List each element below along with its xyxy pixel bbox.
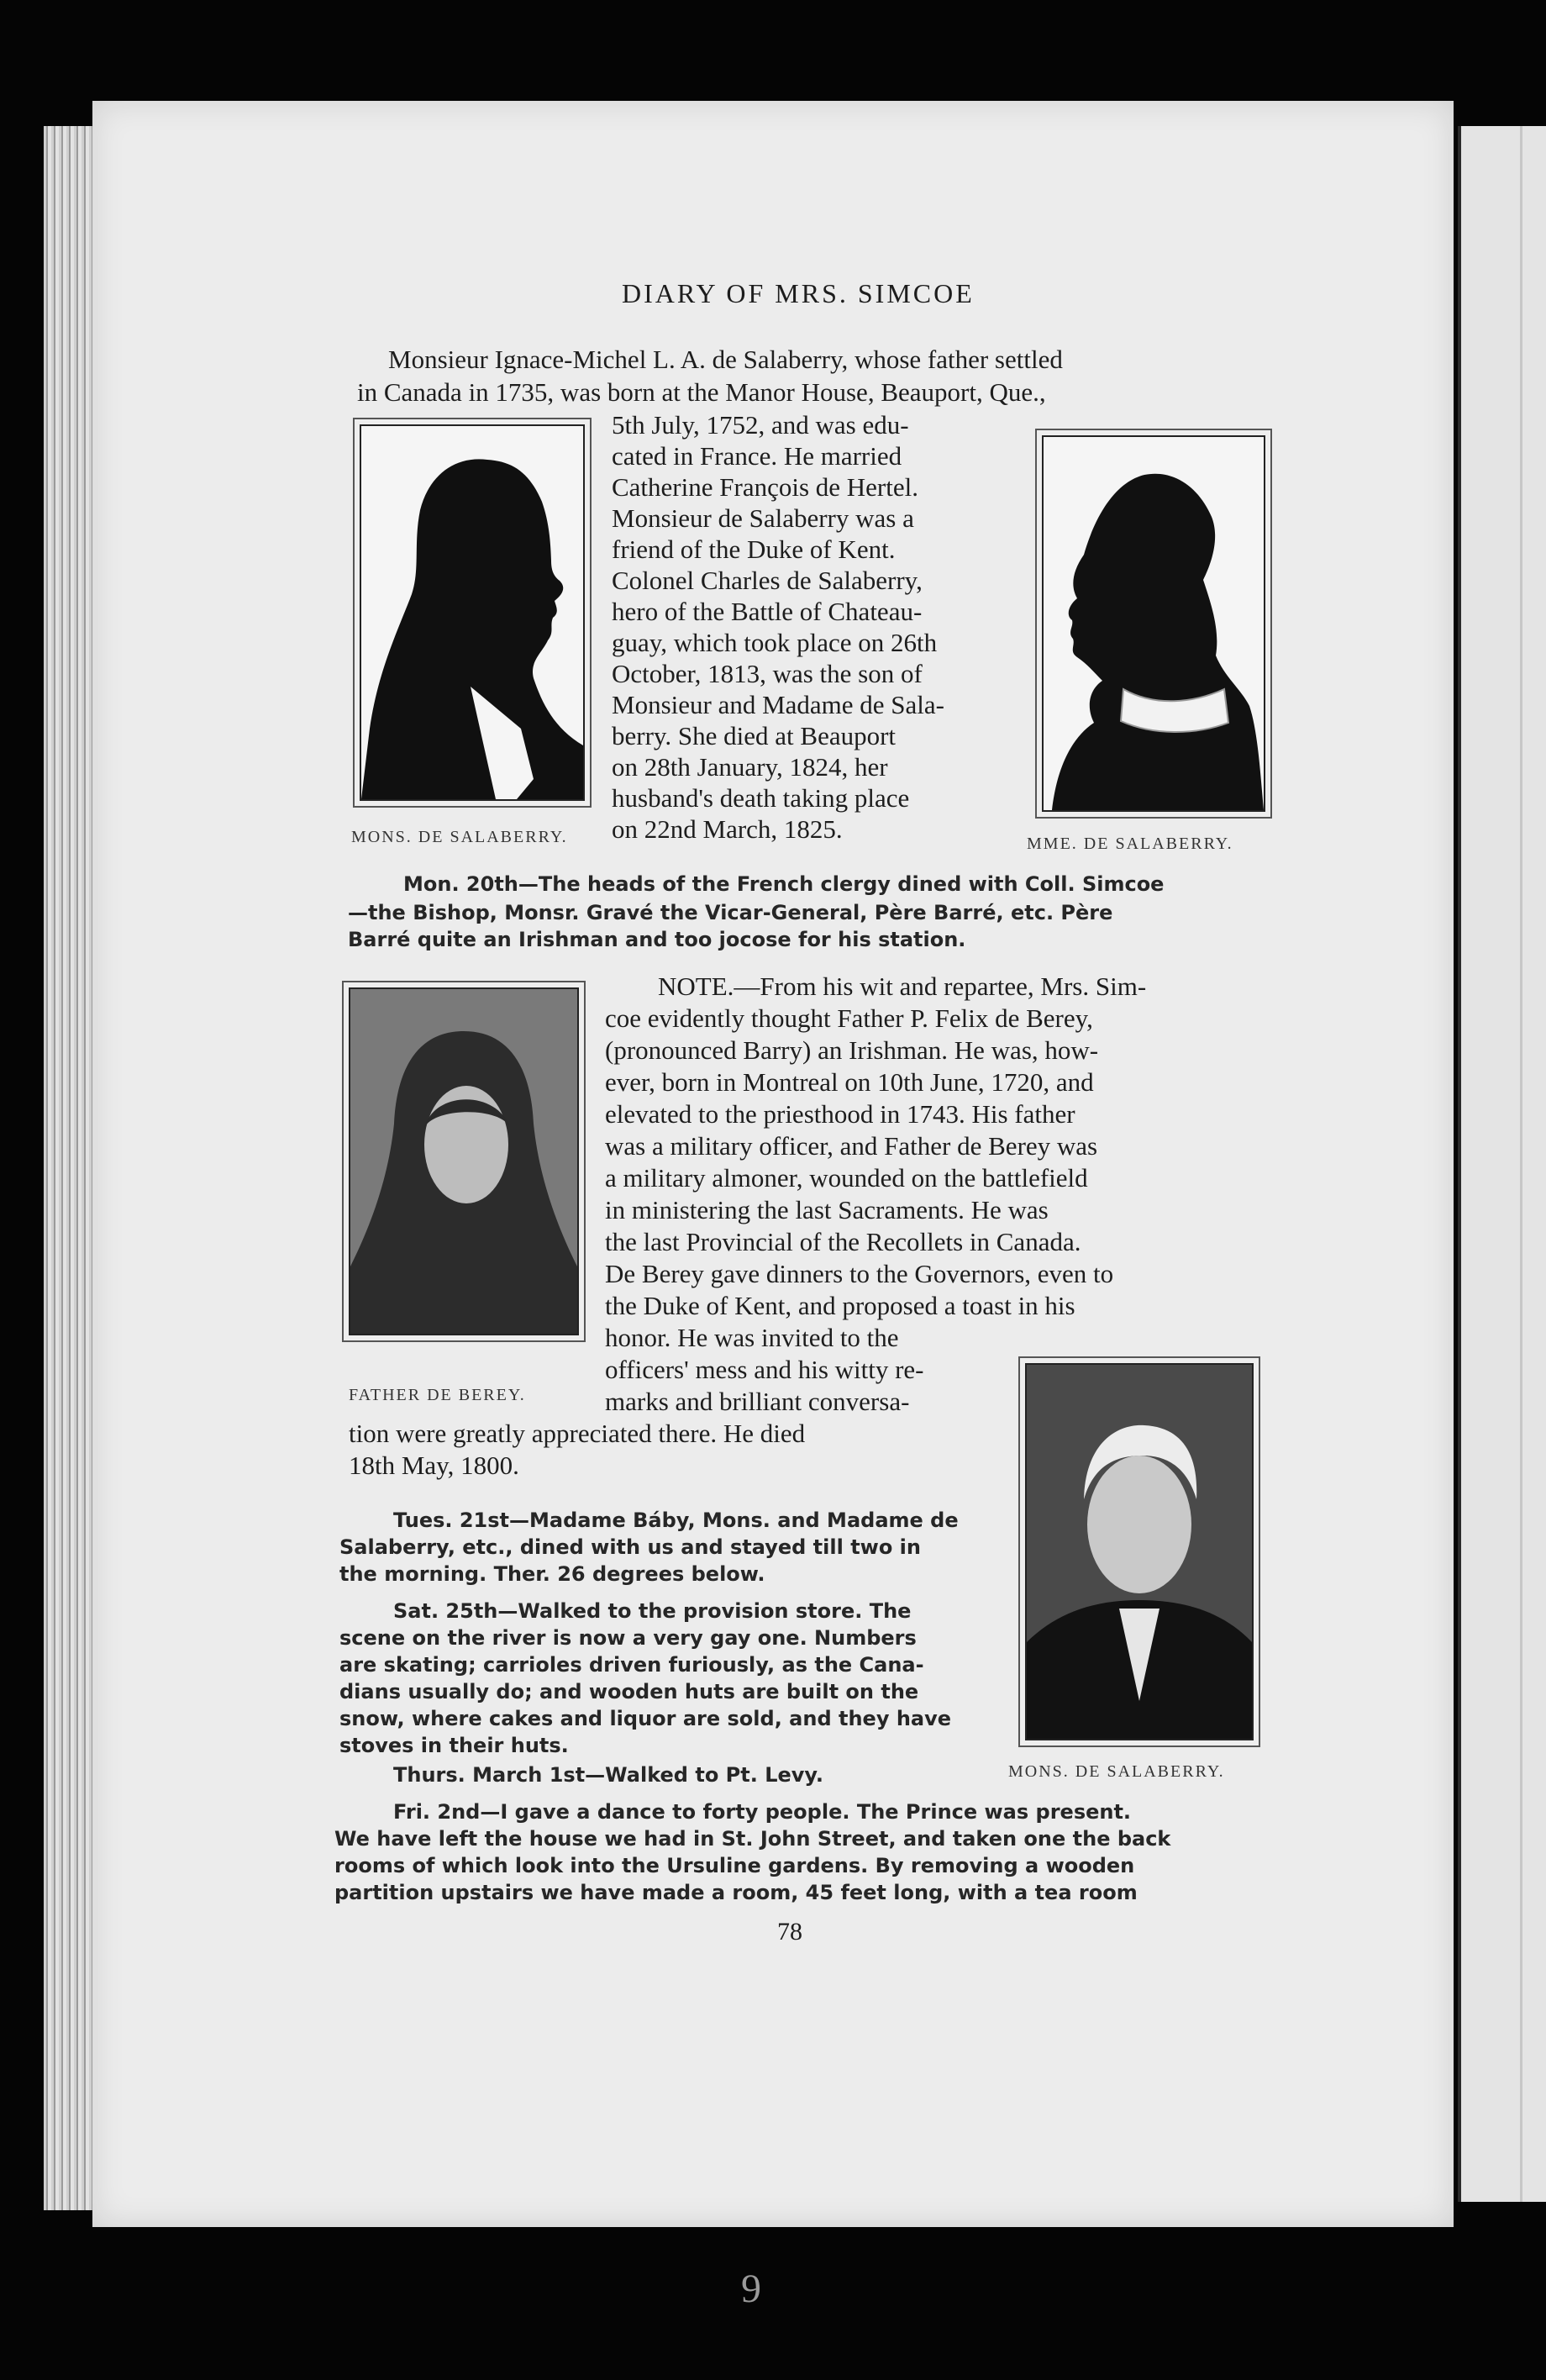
diary-entry-line: the morning. Ther. 26 degrees below. [339, 1562, 765, 1586]
intro-line: in Canada in 1735, was born at the Manor House, Beauport, Que., [357, 377, 1046, 407]
diary-entry-line: —the Bishop, Monsr. Gravé the Vicar-General, Père Barré, etc. Père [348, 901, 1113, 924]
diary-entry-line: partition upstairs we have made a room, 45 feet long, with a tea room [334, 1881, 1138, 1904]
diary-entry-line: are skating; carrioles driven furiously, as the Cana- [339, 1653, 924, 1677]
mons-de-salaberry-painting-image [1027, 1365, 1252, 1739]
portrait-mons-de-salaberry-painting [1025, 1363, 1254, 1740]
bottom-margin-mark: 9 [741, 2267, 761, 2311]
portrait-mons-de-salaberry-silhouette [360, 424, 585, 801]
running-header: DIARY OF MRS. SIMCOE [622, 278, 975, 308]
caption-mons-de-salaberry: MONS. DE SALABERRY. [351, 828, 568, 846]
father-de-berey-image [350, 989, 577, 1334]
diary-entry-line: Tues. 21st—Madame Báby, Mons. and Madame de [393, 1509, 959, 1532]
silhouette-woman-image [1044, 437, 1264, 810]
note-line: coe evidently thought Father P. Felix de Berey, [605, 1003, 1093, 1033]
portrait-mme-de-salaberry-silhouette [1042, 435, 1265, 812]
bio-line: friend of the Duke of Kent. [612, 534, 896, 564]
caption-mme-de-salaberry: MME. DE SALABERRY. [1027, 835, 1233, 853]
bio-line: 5th July, 1752, and was edu- [612, 410, 909, 440]
diary-entry-line: Sat. 25th—Walked to the provision store. The [393, 1599, 912, 1623]
bio-line: Colonel Charles de Salaberry, [612, 566, 923, 595]
bio-line: on 28th January, 1824, her [612, 752, 888, 782]
diary-entry-line: stoves in their huts. [339, 1734, 569, 1757]
diary-entry-line: Salaberry, etc., dined with us and stayed till two in [339, 1535, 921, 1559]
diary-entry-line: snow, where cakes and liquor are sold, and they have [339, 1707, 952, 1730]
note-line: was a military officer, and Father de Berey was [605, 1131, 1098, 1161]
bio-line: Monsieur de Salaberry was a [612, 503, 914, 533]
caption-mons-de-salaberry-painting: MONS. DE SALABERRY. [1008, 1762, 1225, 1781]
note-line: 18th May, 1800. [349, 1451, 519, 1480]
note-line: marks and brilliant conversa- [605, 1387, 910, 1416]
note-line: De Berey gave dinners to the Governors, even to [605, 1259, 1114, 1288]
bio-line: hero of the Battle of Chateau- [612, 597, 923, 626]
bio-line: cated in France. He married [612, 441, 902, 471]
intro-line: Monsieur Ignace-Michel L. A. de Salaberry, whose father settled [388, 345, 1063, 374]
bio-line: husband's death taking place [612, 783, 910, 813]
diary-entry-line: We have left the house we had in St. John Street, and taken one the back [334, 1827, 1171, 1851]
portrait-father-de-berey [349, 987, 579, 1335]
note-line: in ministering the last Sacraments. He was [605, 1195, 1049, 1224]
note-line: the Duke of Kent, and proposed a toast in his [605, 1291, 1075, 1320]
note-line: honor. He was invited to the [605, 1323, 899, 1352]
facing-page-edge [1458, 126, 1546, 2202]
diary-entry-line: Fri. 2nd—I gave a dance to forty people. The Prince was present. [393, 1800, 1132, 1824]
bio-line: Catherine François de Hertel. [612, 472, 918, 502]
note-line: ever, born in Montreal on 10th June, 1720, and [605, 1067, 1094, 1097]
note-line: a military almoner, wounded on the battlefield [605, 1163, 1088, 1193]
diary-entry-line: Barré quite an Irishman and too jocose for his station. [348, 928, 966, 951]
bio-line: guay, which took place on 26th [612, 628, 938, 657]
bio-line: October, 1813, was the son of [612, 659, 923, 688]
note-line: (pronounced Barry) an Irishman. He was, how- [605, 1035, 1099, 1065]
diary-entry-line: rooms of which look into the Ursuline gardens. By removing a wooden [334, 1854, 1135, 1877]
diary-entry-line: Thurs. March 1st—Walked to Pt. Levy. [393, 1763, 823, 1787]
diary-entry-line: Mon. 20th—The heads of the French clergy dined with Coll. Simcoe [403, 872, 1165, 896]
note-line: elevated to the priesthood in 1743. His father [605, 1099, 1075, 1129]
silhouette-man-image [361, 426, 583, 799]
bio-line: Monsieur and Madame de Sala- [612, 690, 944, 719]
note-line: NOTE.—From his wit and repartee, Mrs. Sim- [658, 971, 1147, 1001]
diary-entry-line: scene on the river is now a very gay one. Numbers [339, 1626, 917, 1650]
note-line: tion were greatly appreciated there. He died [349, 1419, 806, 1448]
note-line: the last Provincial of the Recollets in Canada. [605, 1227, 1081, 1256]
diary-entry-line: dians usually do; and wooden huts are built on the [339, 1680, 919, 1703]
caption-father-de-berey: FATHER DE BEREY. [349, 1386, 526, 1404]
bio-line: berry. She died at Beauport [612, 721, 897, 750]
note-line: officers' mess and his witty re- [605, 1355, 924, 1384]
page-number: 78 [777, 1918, 802, 1946]
bio-line: on 22nd March, 1825. [612, 814, 843, 844]
